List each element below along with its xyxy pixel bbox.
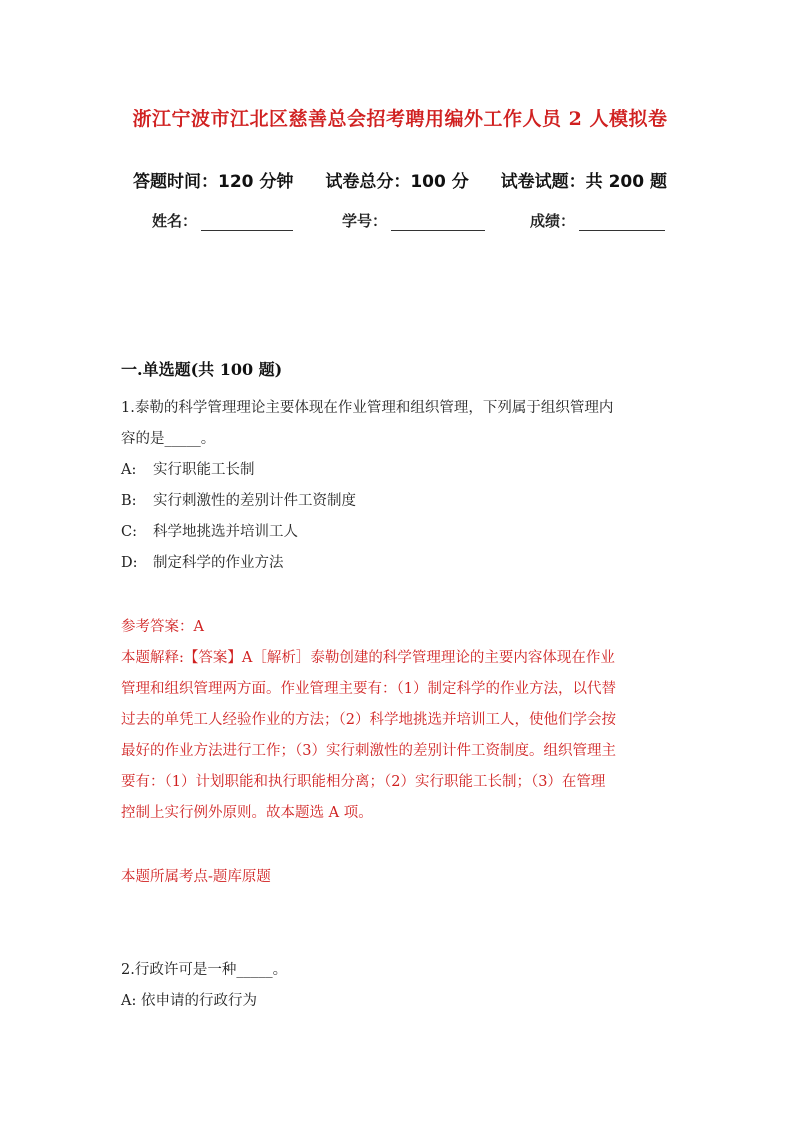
id-blank (391, 214, 485, 231)
exam-time: 答题时间：120 分钟 (133, 172, 294, 192)
explanation-line: 过去的单凭工人经验作业的方法；（2）科学地挑选并培训工人，使他们学会按 (121, 712, 616, 728)
option-a-key: A: (121, 462, 137, 478)
option-b (121, 486, 681, 517)
grade-blank (579, 214, 665, 231)
question-1 (121, 393, 681, 579)
question-1-answer: 参考答案：A (121, 619, 204, 635)
option-a (121, 455, 681, 486)
option-d-key: D: (121, 555, 138, 571)
question-1-answer-block (121, 612, 681, 829)
explanation-line: 最好的作业方法进行工作；（3）实行刺激性的差别计件工资制度。组织管理主 (121, 743, 616, 759)
q2-option-a-text: 依申请的行政行为 (140, 993, 257, 1009)
question-2 (121, 955, 681, 1017)
option-c-text: 科学地挑选并培训工人 (153, 524, 298, 540)
option-d (121, 548, 681, 579)
option-a-text: 实行职能工长制 (153, 462, 255, 478)
q2-option-a (121, 986, 681, 1017)
question-1-stem-line1: 1.泰勒的科学管理理论主要体现在作业管理和组织管理，下列属于组织管理内 (121, 400, 614, 416)
explanation-line: 控制上实行例外原则。故本题选 A 项。 (121, 805, 373, 821)
explanation-line: 要有：（1）计划职能和执行职能相分离；（2）实行职能工长制；（3）在管理 (121, 774, 606, 790)
option-c (121, 517, 681, 548)
exam-question-count: 试卷试题：共 200 题 (500, 172, 667, 192)
exam-title: 浙江宁波市江北区慈善总会招考聘用编外工作人员 2 人模拟卷 (132, 108, 668, 130)
option-b-text: 实行刺激性的差别计件工资制度 (153, 493, 356, 509)
name-blank (201, 214, 293, 231)
option-c-key: C: (121, 524, 137, 540)
id-label: 学号： (342, 212, 388, 230)
q2-option-a-key: A: (121, 993, 137, 1009)
exam-total-score: 试卷总分：100 分 (325, 172, 469, 192)
question-1-stem-line2: 容的是_____。 (121, 431, 216, 447)
grade-field (530, 210, 665, 231)
name-label: 姓名： (152, 212, 198, 230)
id-field (342, 210, 485, 231)
question-1-source: 本题所属考点-题库原题 (121, 869, 271, 885)
name-field (152, 210, 293, 231)
grade-label: 成绩： (530, 212, 576, 230)
explanation-line: 管理和组织管理两方面。作业管理主要有：（1）制定科学的作业方法，以代替 (121, 681, 616, 697)
section-title: 一.单选题(共 100 题) (121, 360, 283, 379)
option-b-key: B: (121, 493, 137, 509)
question-2-stem: 2.行政许可是一种_____。 (121, 962, 288, 978)
exam-meta-row (0, 167, 800, 192)
explanation-line: 本题解释:【答案】A［解析］泰勒创建的科学管理理论的主要内容体现在作业 (121, 650, 615, 666)
option-d-text: 制定科学的作业方法 (153, 555, 284, 571)
